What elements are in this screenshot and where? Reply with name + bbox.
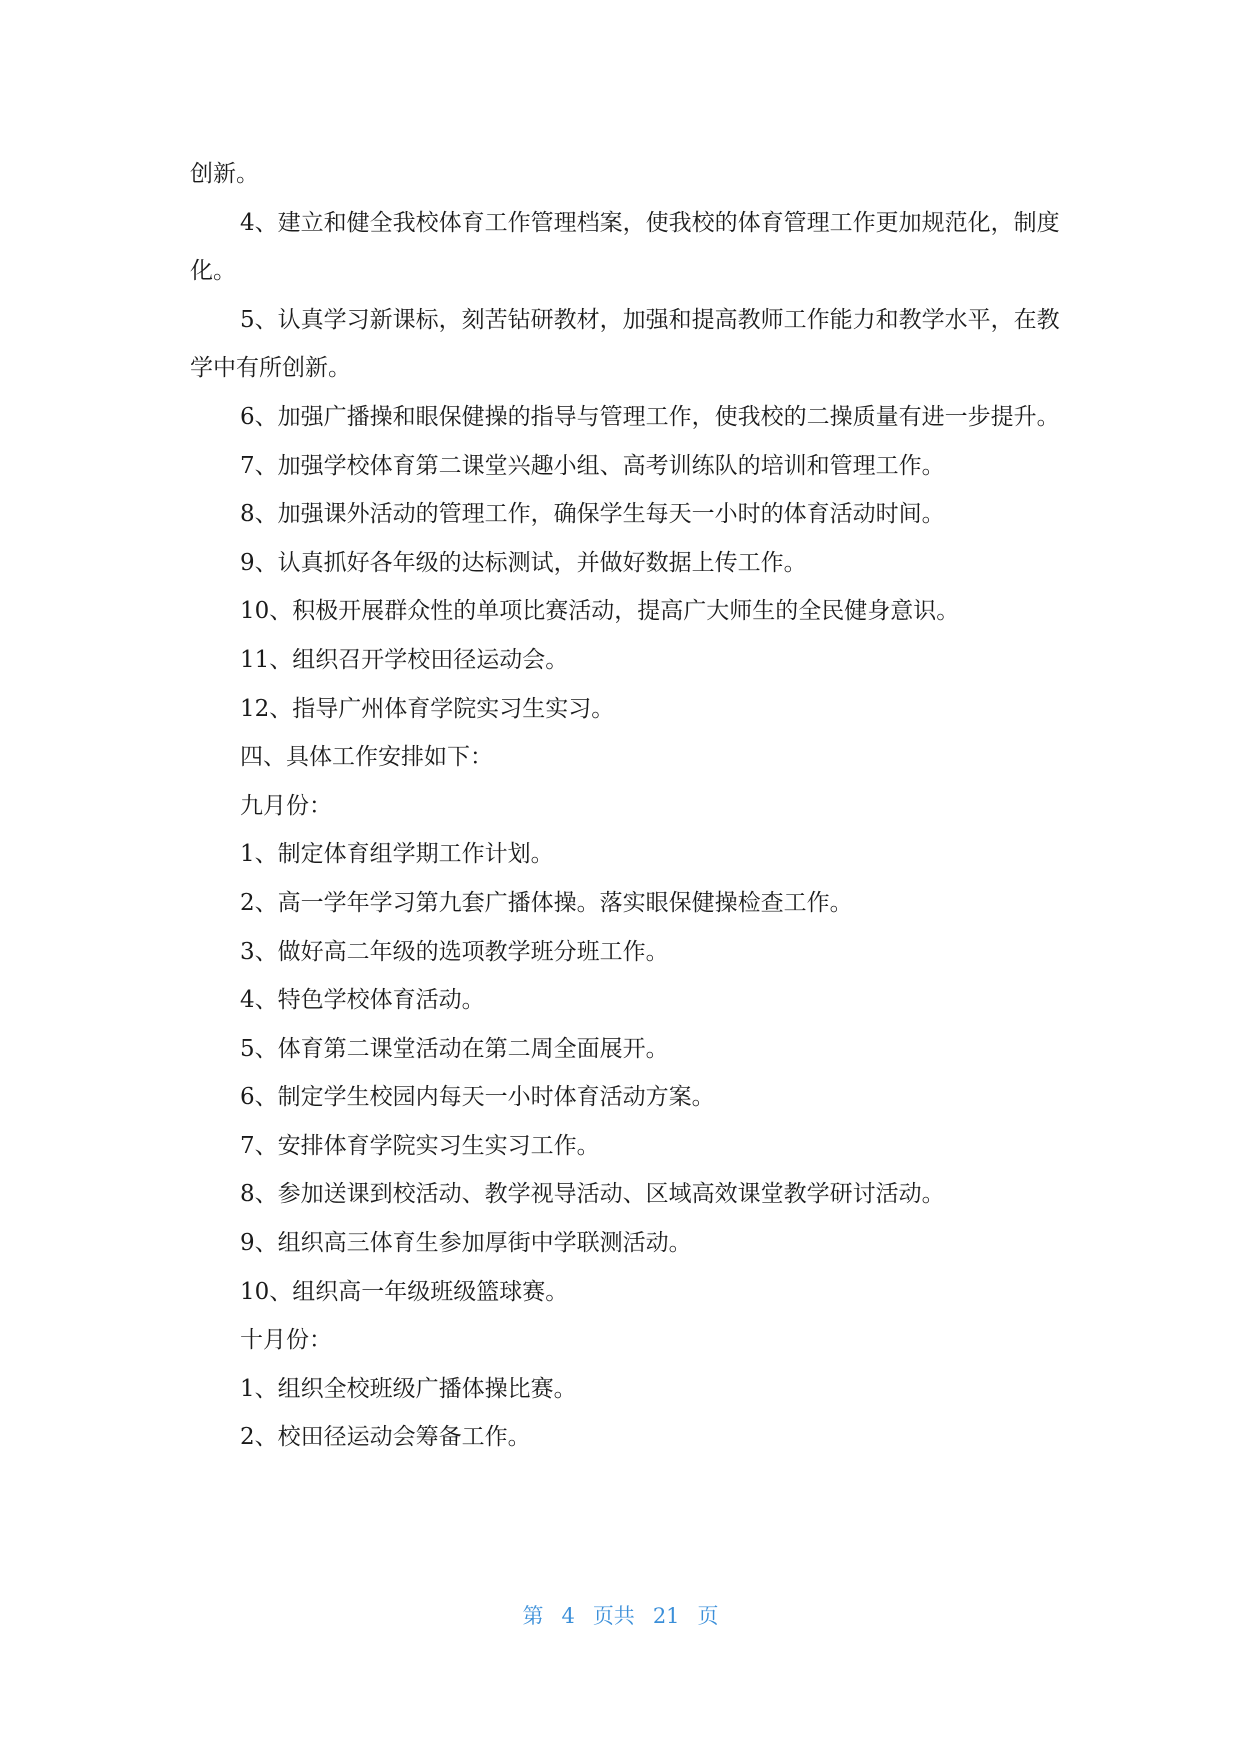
paragraph: 四、具体工作安排如下： <box>240 744 493 771</box>
paragraph: 4、建立和健全我校体育工作管理档案，使我校的体育管理工作更加规范化，制度化。 <box>190 209 1060 285</box>
paragraph: 创新。 <box>190 161 259 187</box>
paragraph: 2、高一学年学习第九套广播体操。落实眼保健操检查工作。 <box>240 889 853 916</box>
footer-suffix: 页 <box>697 1604 719 1628</box>
paragraph: 12、指导广州体育学院实习生实习。 <box>240 695 615 722</box>
paragraph: 十月份： <box>240 1327 332 1354</box>
paragraph: 10、积极开展群众性的单项比赛活动，提高广大师生的全民健身意识。 <box>240 598 960 625</box>
footer-current-page: 4 <box>561 1604 575 1628</box>
paragraph: 2、校田径运动会筹备工作。 <box>240 1424 531 1451</box>
paragraph: 8、加强课外活动的管理工作，确保学生每天一小时的体育活动时间。 <box>240 501 945 528</box>
footer-middle: 页共 <box>592 1604 635 1628</box>
document-body <box>190 150 1070 1462</box>
paragraph: 10、组织高一年级班级篮球赛。 <box>240 1278 569 1305</box>
paragraph: 9、组织高三体育生参加厚街中学联测活动。 <box>240 1230 692 1257</box>
paragraph: 11、组织召开学校田径运动会。 <box>240 646 569 673</box>
paragraph: 8、参加送课到校活动、教学视导活动、区域高效课堂教学研讨活动。 <box>240 1181 945 1208</box>
paragraph: 9、认真抓好各年级的达标测试，并做好数据上传工作。 <box>240 549 807 576</box>
paragraph: 4、特色学校体育活动。 <box>240 987 485 1014</box>
paragraph: 6、制定学生校园内每天一小时体育活动方案。 <box>240 1084 715 1111</box>
paragraph: 1、组织全校班级广播体操比赛。 <box>240 1375 577 1402</box>
footer-prefix: 第 <box>522 1604 544 1628</box>
paragraph: 7、安排体育学院实习生实习工作。 <box>240 1132 600 1159</box>
paragraph: 5、认真学习新课标，刻苦钻研教材，加强和提高教师工作能力和教学水平，在教学中有所创新。 <box>190 306 1060 382</box>
page-footer <box>0 1600 1241 1630</box>
footer-total-pages: 21 <box>652 1604 680 1628</box>
paragraph: 5、体育第二课堂活动在第二周全面展开。 <box>240 1035 669 1062</box>
paragraph: 6、加强广播操和眼保健操的指导与管理工作，使我校的二操质量有进一步提升。 <box>240 403 1060 430</box>
paragraph: 1、制定体育组学期工作计划。 <box>240 841 554 868</box>
paragraph: 7、加强学校体育第二课堂兴趣小组、高考训练队的培训和管理工作。 <box>240 452 945 479</box>
paragraph: 九月份： <box>240 792 332 819</box>
paragraph: 3、做好高二年级的选项教学班分班工作。 <box>240 938 669 965</box>
